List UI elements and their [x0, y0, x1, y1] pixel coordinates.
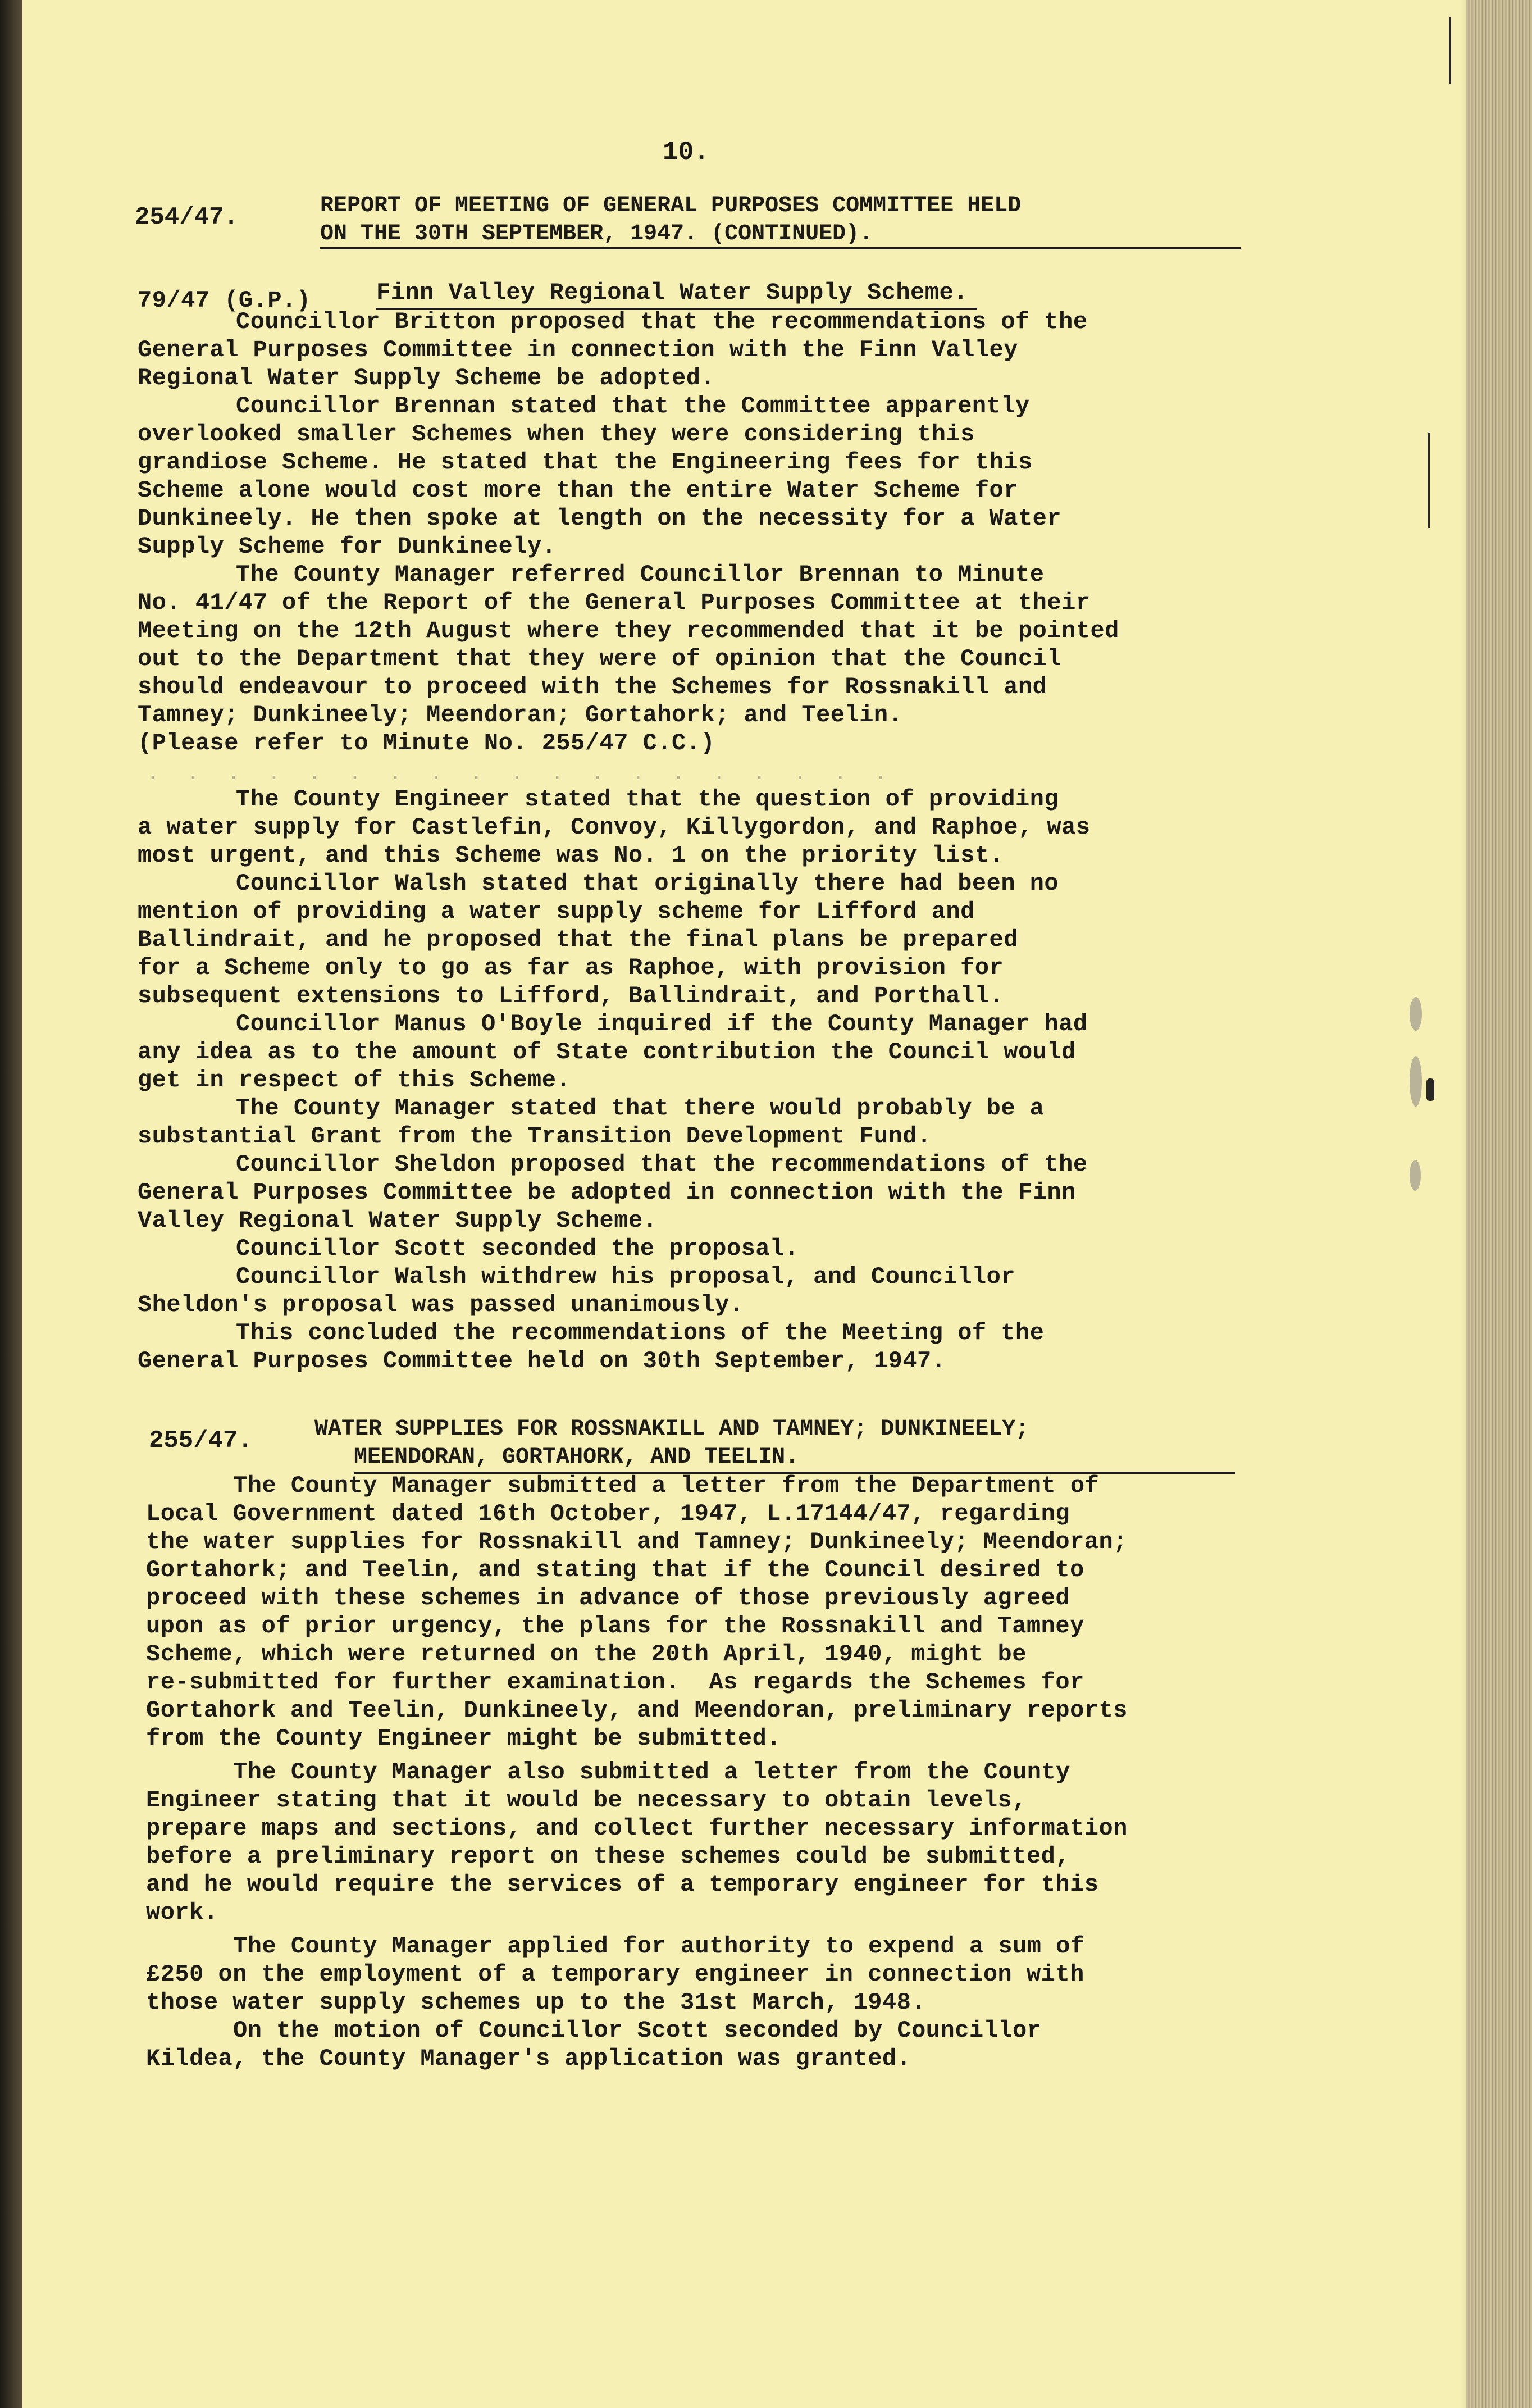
- body-line: (Please refer to Minute No. 255/47 C.C.): [138, 730, 715, 757]
- minute-number-254: 254/47.: [135, 203, 239, 231]
- body-line: Kildea, the County Manager's application was granted.: [146, 2045, 911, 2072]
- body-line: before a preliminary report on these schemes could be submitted,: [146, 1843, 1070, 1870]
- body-line: Scheme, which were returned on the 20th April, 1940, might be: [146, 1641, 1027, 1668]
- binding-gutter: [0, 0, 22, 2408]
- erased-line-smudge: . . . . . . . . . . . . . . . . . . .: [146, 761, 888, 786]
- body-line: work.: [146, 1899, 218, 1926]
- body-line: should endeavour to proceed with the Schemes for Rossnakill and: [138, 673, 1047, 700]
- body-line: Engineer stating that it would be necessary to obtain levels,: [146, 1787, 1027, 1814]
- body-line: The County Engineer stated that the question of providing: [236, 786, 1059, 813]
- body-line: overlooked smaller Schemes when they were considering this: [138, 421, 975, 448]
- body-line: Councillor Britton proposed that the recommendations of the: [236, 308, 1088, 335]
- body-line: Gortahork and Teelin, Dunkineely, and Meendoran, preliminary reports: [146, 1697, 1128, 1724]
- body-line: mention of providing a water supply scheme for Lifford and: [138, 898, 975, 925]
- punch-hole: [1410, 1056, 1422, 1107]
- margin-rule-mark: [1428, 433, 1430, 528]
- body-line: This concluded the recommendations of the Meeting of the: [236, 1319, 1045, 1346]
- body-line: Supply Scheme for Dunkineely.: [138, 533, 557, 560]
- minute-254-title-line2: ON THE 30TH SEPTEMBER, 1947. (CONTINUED).: [320, 221, 873, 247]
- body-line: The County Manager submitted a letter from the Department of: [233, 1472, 1100, 1499]
- body-line: grandiose Scheme. He stated that the Engineering fees for this: [138, 449, 1033, 476]
- body-line: £250 on the employment of a temporary engineer in connection with: [146, 1961, 1084, 1988]
- body-line: General Purposes Committee held on 30th September, 1947.: [138, 1348, 946, 1374]
- body-line: Councillor Walsh withdrew his proposal, and Councillor: [236, 1263, 1016, 1290]
- body-line: prepare maps and sections, and collect further necessary information: [146, 1815, 1128, 1842]
- body-line: Meeting on the 12th August where they recommended that it be pointed: [138, 617, 1119, 644]
- body-line: General Purposes Committee be adopted in connection with the Finn: [138, 1179, 1076, 1206]
- body-line: Dunkineely. He then spoke at length on the necessity for a Water: [138, 505, 1062, 532]
- item-79-ref: 79/47 (G.P.): [138, 287, 311, 314]
- body-line: upon as of prior urgency, the plans for the Rossnakill and Tamney: [146, 1613, 1084, 1640]
- body-line: proceed with these schemes in advance of those previously agreed: [146, 1585, 1070, 1612]
- minute-number-255: 255/47.: [149, 1427, 253, 1455]
- book-page-edges: [1466, 0, 1532, 2408]
- body-line: Councillor Brennan stated that the Committee apparently: [236, 393, 1030, 420]
- body-line: Scheme alone would cost more than the entire Water Scheme for: [138, 477, 1018, 504]
- document-page: [22, 0, 1466, 2408]
- body-line: Regional Water Supply Scheme be adopted.: [138, 365, 715, 392]
- body-line: Councillor Scott seconded the proposal.: [236, 1235, 799, 1262]
- body-line: re-submitted for further examination. As regards the Schemes for: [146, 1669, 1084, 1696]
- body-line: most urgent, and this Scheme was No. 1 on the priority list.: [138, 842, 1004, 869]
- body-line: Councillor Sheldon proposed that the recommendations of the: [236, 1151, 1088, 1178]
- body-line: The County Manager also submitted a letter from the County: [233, 1759, 1070, 1786]
- body-line: On the motion of Councillor Scott seconded by Councillor: [233, 2017, 1042, 2044]
- minute-255-title-line2: MEENDORAN, GORTAHORK, AND TEELIN.: [354, 1445, 799, 1470]
- punch-hole: [1410, 997, 1422, 1031]
- body-line: from the County Engineer might be submitted.: [146, 1725, 781, 1752]
- minute-255-title-line1: WATER SUPPLIES FOR ROSSNAKILL AND TAMNEY; DUNKINEELY;: [314, 1417, 1029, 1442]
- minute-254-title-underline: [320, 247, 1241, 249]
- body-line: Councillor Walsh stated that originally there had been no: [236, 870, 1059, 897]
- page-number: 10.: [663, 138, 709, 167]
- body-line: Tamney; Dunkineely; Meendoran; Gortahork; and Teelin.: [138, 702, 903, 729]
- body-line: The County Manager stated that there would probably be a: [236, 1095, 1045, 1122]
- body-line: Councillor Manus O'Boyle inquired if the County Manager had: [236, 1010, 1088, 1037]
- body-line: the water supplies for Rossnakill and Tamney; Dunkineely; Meendoran;: [146, 1528, 1128, 1555]
- body-line: get in respect of this Scheme.: [138, 1067, 571, 1094]
- body-line: and he would require the services of a temporary engineer for this: [146, 1871, 1099, 1898]
- body-line: The County Manager applied for authority to expend a sum of: [233, 1933, 1085, 1960]
- body-line: any idea as to the amount of State contribution the Council would: [138, 1039, 1076, 1066]
- body-line: out to the Department that they were of opinion that the Council: [138, 645, 1062, 672]
- body-line: Valley Regional Water Supply Scheme.: [138, 1207, 658, 1234]
- body-line: No. 41/47 of the Report of the General Purposes Committee at their: [138, 589, 1091, 616]
- body-line: Gortahork; and Teelin, and stating that if the Council desired to: [146, 1556, 1084, 1583]
- body-line: for a Scheme only to go as far as Raphoe, with provision for: [138, 954, 1004, 981]
- margin-rule-mark: [1449, 17, 1451, 84]
- body-line: subsequent extensions to Lifford, Ballindrait, and Porthall.: [138, 982, 1004, 1009]
- body-line: The County Manager referred Councillor Brennan to Minute: [236, 561, 1045, 588]
- minute-254-title-line1: REPORT OF MEETING OF GENERAL PURPOSES COMMITTEE HELD: [320, 193, 1022, 219]
- body-line: Sheldon's proposal was passed unanimously.: [138, 1291, 744, 1318]
- punch-hole: [1410, 1160, 1421, 1191]
- item-79-title: Finn Valley Regional Water Supply Scheme.: [376, 279, 968, 306]
- body-line: substantial Grant from the Transition Development Fund.: [138, 1123, 932, 1150]
- ink-blot-mark: [1426, 1078, 1434, 1101]
- body-line: Local Government dated 16th October, 1947, L.17144/47, regarding: [146, 1500, 1070, 1527]
- body-line: Ballindrait, and he proposed that the final plans be prepared: [138, 926, 1018, 953]
- body-line: those water supply schemes up to the 31st March, 1948.: [146, 1989, 926, 2016]
- body-line: General Purposes Committee in connection with the Finn Valley: [138, 336, 1018, 363]
- body-line: a water supply for Castlefin, Convoy, Killygordon, and Raphoe, was: [138, 814, 1091, 841]
